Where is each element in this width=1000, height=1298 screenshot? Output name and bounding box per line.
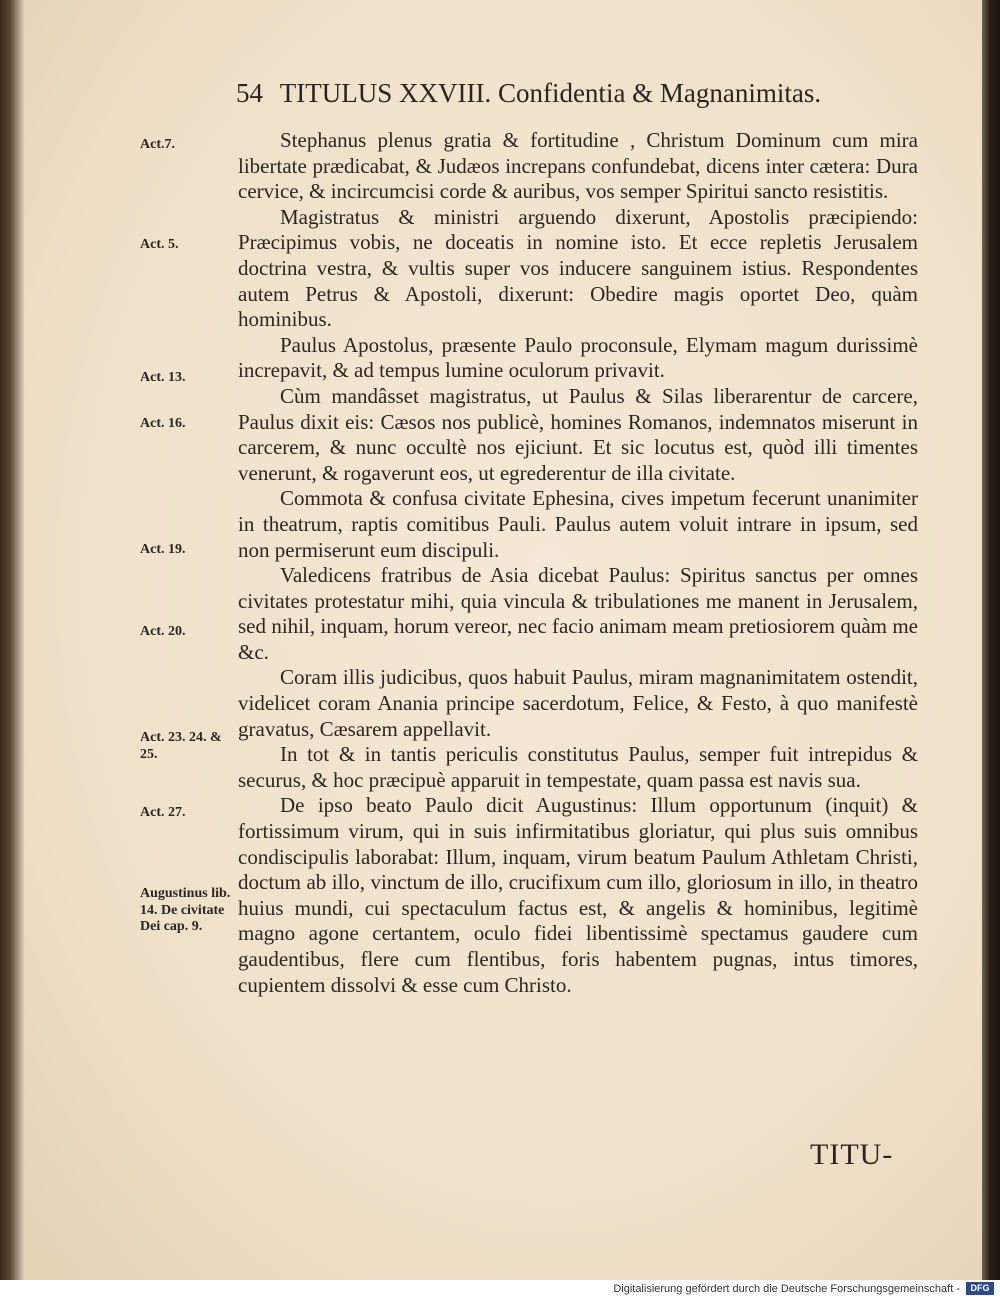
margin-note: Act. 16. xyxy=(140,416,186,431)
paragraph-acts-19: Commota & confusa civitate Ephesina, cives impetum fecerunt unanimiter in theatrum, raptis comitibus Pauli. Paulus autem voluit intrare in ipsum, sed non permiserunt eum discipuli. xyxy=(238,486,918,562)
margin-note: Act. 20. xyxy=(140,624,186,639)
margin-note: Act. 5. xyxy=(140,237,179,252)
margin-note: Augustinus lib. 14. De civitate Dei cap. 9. xyxy=(140,886,231,934)
margin-note: Act. 23. 24. & 25. xyxy=(140,730,222,762)
paragraph-acts-16: Cùm mandâsset magistratus, ut Paulus & Silas liberarentur de carcere, Paulus dixit eis: Cæsos nos publicè, homines Romanos, indemnatos miserunt in carcerem, & nunc occultè nos ejiciunt. Et sic locutus est, quòd illi timentes venerunt, & rogaverunt eos, ut egrederentur de illa civitate. xyxy=(238,383,918,485)
margin-note: Act.7. xyxy=(140,137,175,152)
dfg-logo[interactable]: DFG xyxy=(966,1282,994,1295)
catchword: TITU- xyxy=(810,1138,894,1171)
paragraph-acts-13: Paulus Apostolus, præsente Paulo proconsule, Elymam magum durissimè increpavit, & ad tempus lumine oculorum privavit. xyxy=(238,332,918,383)
margin-note: Act. 27. xyxy=(140,805,186,820)
page-number: 54 xyxy=(236,78,263,108)
paragraph-acts-20: Valedicens fratribus de Asia dicebat Paulus: Spiritus sanctus per omnes civitates protestatur mihi, quia vincula & tribulationes me manent in Jerusalem, sed nihil, inquam, horum vereor, nec facio animam meam pretiosiorem quàm me &c. xyxy=(238,563,918,664)
paragraph-augustinus: De ipso beato Paulo dicit Augustinus: Illum opportunum (inquit) & fortissimum virum, qui in suis infirmitatibus gloriatur, qui plus suis omnibus condiscipulis laborabat: Illum, inquam, virum beatum Paulum Athletam Christi, doctum ab illo, vinctum de illo, crucifixum cum illo, gloriosum in illo, in theatro huius mundi, cui spectaculum factus est, & angelis & hominibus, legitimè magno agone certantem, oculo fidei libentissimè spectamus gaudere cum gaudentibus, flere cum flentibus, foris habentem pugnas, intus timores, cupientem dissolvi & esse cum Christo. xyxy=(238,793,918,997)
body-text xyxy=(238,128,918,998)
margin-note: Act. 13. xyxy=(140,370,186,385)
running-header xyxy=(236,78,896,109)
paragraph-acts-27: In tot & in tantis periculis constitutus Paulus, semper fuit intrepidus & securus, & hoc præcipuè apparuit in tempestate, quam passa est navis sua. xyxy=(238,742,918,792)
paragraph-acts-5: Magistratus & ministri arguendo dixerunt, Apostolis præcipiendo: Præcipimus vobis, ne doceatis in nomine isto. Et ecce repletis Jerusalem doctrina vestra, & vultis super vos inducere sanguinem istius. Respondentes autem Petrus & Apostoli, dixerunt: Obedire magis oportet Deo, quàm hominibus. xyxy=(238,204,918,332)
paragraph-acts-7: Stephanus plenus gratia & fortitudine , Christum Dominum cum mira libertate prædicabat, & Judæos increpans confundebat, dicens inter cætera: Dura cervice, & incircumcisi corde & auribus, vos semper Spiritui sancto resistitis. xyxy=(238,128,918,204)
funding-credit: Digitalisierung gefördert durch die Deutsche Forschungsgemeinschaft - xyxy=(613,1283,960,1295)
page-title: TITULUS XXVIII. Confidentia & Magnanimitas. xyxy=(279,78,822,108)
paragraph-acts-23: Coram illis judicibus, quos habuit Paulus, miram magnanimitatem ostendit, videlicet coram Anania principe sacerdotum, Felice, & Festo, à quo manifestè gravatus, Cæsarem appellavit. xyxy=(238,665,918,741)
margin-note: Act. 19. xyxy=(140,542,186,557)
